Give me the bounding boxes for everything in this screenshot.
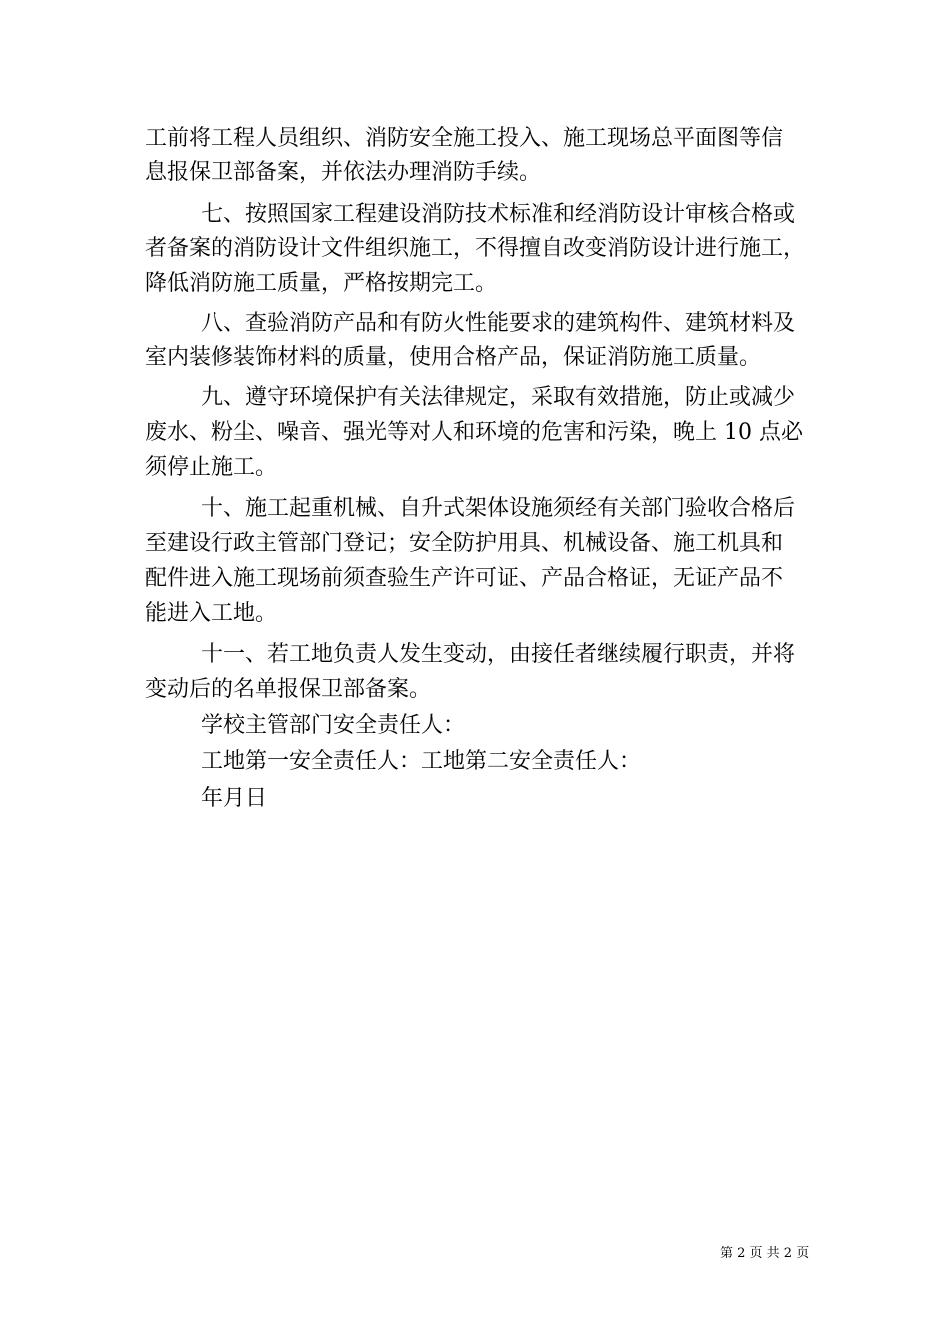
body-line: 废水、粉尘、噪音、强光等对人和环境的危害和污染，晚上 10 点必 — [145, 420, 803, 445]
body-line: 配件进入施工现场前须查验生产许可证、产品合格证，无证产品不 — [145, 566, 784, 591]
body-line: 能进入工地。 — [145, 601, 278, 626]
school-responsible-person-label: 学校主管部门安全责任人： — [201, 713, 466, 738]
body-line: 室内装修装饰材料的质量，使用合格产品，保证消防施工质量。 — [145, 345, 762, 370]
paragraph-8-line: 八、查验消防产品和有防火性能要求的建筑构件、建筑材料及 — [201, 311, 796, 336]
body-line: 者备案的消防设计文件组织施工，不得擅自改变消防设计进行施工， — [145, 236, 806, 261]
paragraph-9-line: 九、遵守环境保护有关法律规定，采取有效措施，防止或减少 — [201, 385, 796, 410]
paragraph-7-line: 七、按照国家工程建设消防技术标准和经消防设计审核合格或 — [201, 202, 796, 227]
body-line: 须停止施工。 — [145, 455, 278, 480]
body-line: 至建设行政主管部门登记；安全防护用具、机械设备、施工机具和 — [145, 531, 784, 556]
date-label: 年月日 — [201, 786, 268, 811]
body-line: 降低消防施工质量，严格按期完工。 — [145, 271, 498, 296]
body-line: 息报保卫部备案，并依法办理消防手续。 — [145, 160, 542, 185]
paragraph-10-line: 十、施工起重机械、自升式架体设施须经有关部门验收合格后 — [201, 496, 796, 521]
body-line: 工前将工程人员组织、消防安全施工投入、施工现场总平面图等信 — [145, 126, 784, 151]
paragraph-11-line: 十一、若工地负责人发生变动，由接任者继续履行职责，并将 — [201, 642, 796, 667]
body-line: 变动后的名单报保卫部备案。 — [145, 677, 432, 702]
page-number-footer: 第 2 页 共 2 页 — [720, 1246, 810, 1261]
site-responsible-persons-label: 工地第一安全责任人：工地第二安全责任人： — [201, 749, 642, 774]
